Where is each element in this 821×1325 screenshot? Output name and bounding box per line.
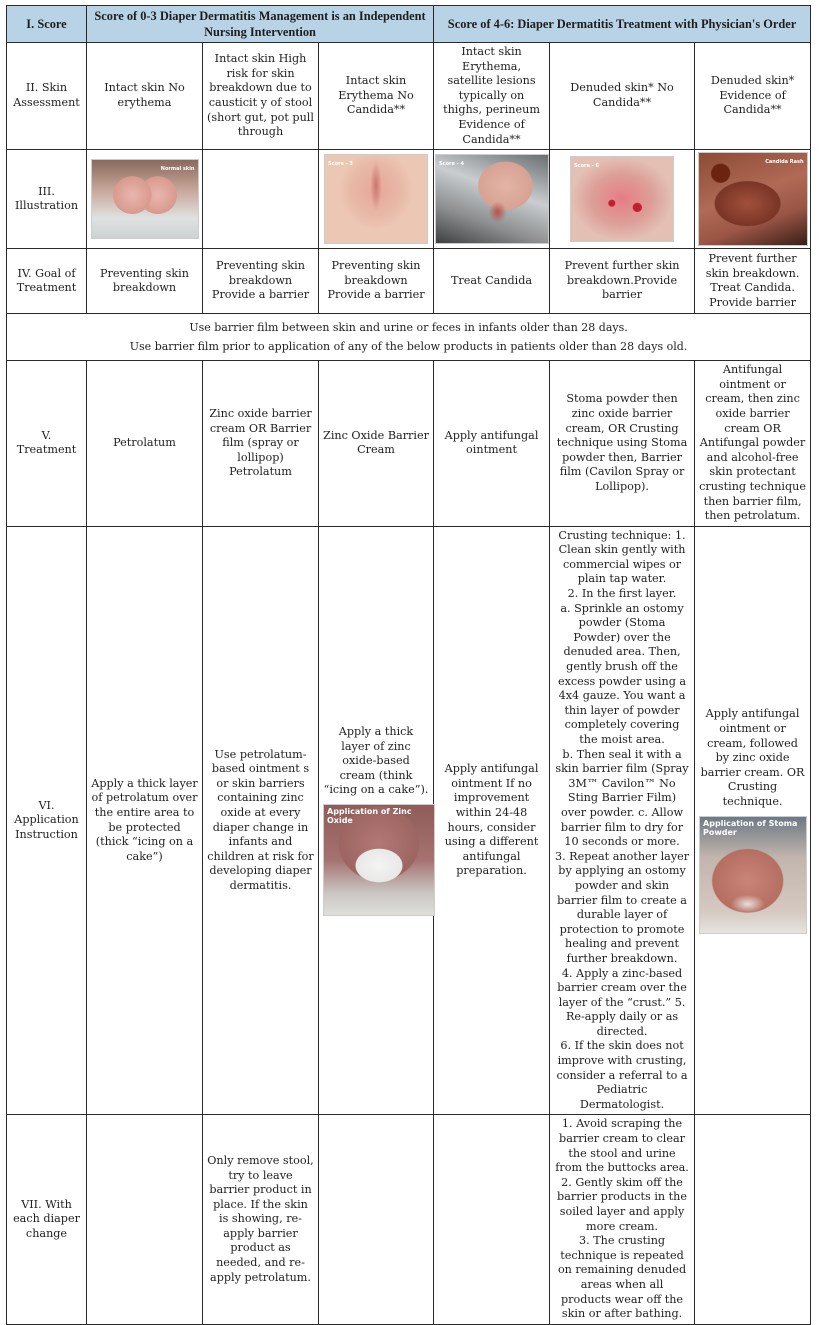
table-cell: Prevent further skin breakdown.Provide barrier [550, 249, 695, 314]
photo-caption: Score - 3 [328, 161, 353, 168]
table-cell: Preventing skin breakdown Provide a barrier [319, 249, 434, 314]
score-6-photo [570, 156, 674, 242]
score-3-photo [324, 154, 428, 244]
table-cell: Petrolatum [87, 361, 203, 527]
table-cell [203, 150, 319, 249]
table-cell: Crusting technique: 1. Clean skin gently with commercial wipes or plain tap water. 2. In the first layer. a. Sprinkle an ostomy powder (Stoma Powder) over the denuded area. Then, gently brush off the excess powder using a 4x4 gauze. You want a thin layer of powder completely covering the moist area. b. Then seal it with a skin barrier film (Spray 3M™ Cavilon™ No Sting Barrier Film) over powder. c. Allow barrier film to dry for 10 seconds or more. 3. Repeat another layer by applying an ostomy powder and skin barrier film to create a durable layer of protection to promote healing and prevent further breakdown. 4. Apply a zinc-based barrier cream over the layer of the “crust.” 5. Re-apply daily or as directed. 6. If the skin does not improve with crusting, consider a referral to a Pediatric Dermatologist. [550, 526, 695, 1115]
table-cell: Preventing skin breakdown Provide a barrier [203, 249, 319, 314]
row-treatment [7, 361, 811, 527]
diaper-dermatitis-table [6, 5, 811, 1325]
zinc-oxide-application-photo [323, 804, 435, 916]
table-cell: 1. Avoid scraping the barrier cream to clear the stool and urine from the buttocks area. 2. Gently skim off the barrier products in the soiled layer and apply more cream. 3. The crusting technique is repeated on remaining denuded areas when all products wear off the skin or after bathing. [550, 1115, 695, 1324]
header-group-independent: Score of 0-3 Diaper Dermatitis Management is an Independent Nursing Intervention [87, 6, 434, 43]
barrier-film-note [7, 314, 811, 361]
table-cell: Zinc Oxide Barrier Cream [319, 361, 434, 527]
header-group-physician: Score of 4-6: Diaper Dermatitis Treatment with Physician's Order [434, 6, 811, 43]
table-cell [87, 1115, 203, 1324]
photo-caption: Normal skin [160, 166, 195, 173]
table-cell [695, 1115, 811, 1324]
row-label: VI. Application Instruction [7, 526, 87, 1115]
row-goal-of-treatment [7, 249, 811, 314]
table-cell [87, 150, 203, 249]
row-skin-assessment [7, 43, 811, 150]
note-line-2: Use barrier film prior to application of any of the below products in patients older than 28 days old. [129, 340, 688, 354]
table-cell: Antifungal ointment or cream, then zinc oxide barrier cream OR Antifungal powder and alcohol-free skin protectant crusting technique then barrier film, then petrolatum. [695, 361, 811, 527]
table-cell [319, 150, 434, 249]
table-cell: Intact skin Erythema No Candida** [319, 43, 434, 150]
photo-caption: Score - 6 [574, 163, 599, 170]
row-label: II. Skin Assessment [7, 43, 87, 150]
row-label: IV. Goal of Treatment [7, 249, 87, 314]
row-diaper-change [7, 1115, 811, 1324]
table-cell: Only remove stool, try to leave barrier product in place. If the skin is showing, re-apply barrier product as needed, and re- apply petrolatum. [203, 1115, 319, 1324]
photo-caption: Score - 4 [439, 161, 464, 168]
score-4-photo [435, 154, 549, 244]
table-cell [695, 526, 811, 1115]
table-cell: Treat Candida [434, 249, 550, 314]
table-cell: Denuded skin* No Candida** [550, 43, 695, 150]
row-label: VII. With each diaper change [7, 1115, 87, 1324]
row-application-instruction [7, 526, 811, 1115]
normal-skin-photo [91, 159, 199, 239]
table-cell: Stoma powder then zinc oxide barrier cream, OR Crusting technique using Stoma powder then, Barrier film (Cavilon Spray or Lollipop). [550, 361, 695, 527]
table-cell: Intact skin High risk for skin breakdown due to causticit y of stool (short gut, pot pull through [203, 43, 319, 150]
stoma-powder-application-photo [699, 816, 807, 934]
table-cell: Prevent further skin breakdown. Treat Candida. Provide barrier [695, 249, 811, 314]
table-cell [434, 150, 550, 249]
header-score: I. Score [7, 6, 87, 43]
row-illustration [7, 150, 811, 249]
table-cell [434, 1115, 550, 1324]
cell-text: Apply a thick layer of zinc oxide-based cream (think “icing on a cake”). [323, 725, 429, 797]
row-barrier-note [7, 314, 811, 361]
photo-caption: Candida Rash [765, 159, 804, 166]
table-cell: Apply a thick layer of petrolatum over the entire area to be protected (thick “icing on a cake”) [87, 526, 203, 1115]
table-cell: Intact skin No erythema [87, 43, 203, 150]
table-cell: Zinc oxide barrier cream OR Barrier film (spray or lollipop) Petrolatum [203, 361, 319, 527]
table-cell: Intact skin Erythema, satellite lesions typically on thighs, perineum Evidence of Candida** [434, 43, 550, 150]
row-label: III. Illustration [7, 150, 87, 249]
photo-caption: Application of Stoma Powder [703, 818, 798, 837]
table-cell [550, 150, 695, 249]
table-cell: Use petrolatum-based ointment s or skin barriers containing zinc oxide at every diaper change in infants and children at risk for developing diaper dermatitis. [203, 526, 319, 1115]
candida-photo [698, 152, 808, 246]
table-cell [695, 150, 811, 249]
table-cell: Preventing skin breakdown [87, 249, 203, 314]
table-cell: Apply antifungal ointment [434, 361, 550, 527]
table-cell: Denuded skin* Evidence of Candida** [695, 43, 811, 150]
note-line-1: Use barrier film between skin and urine or feces in infants older than 28 days. [189, 321, 628, 335]
table-cell [319, 1115, 434, 1324]
table-cell [319, 526, 434, 1115]
photo-caption: Application of Zinc Oxide [327, 807, 412, 826]
table-cell: Apply antifungal ointment If no improvement within 24-48 hours, consider using a different antifungal preparation. [434, 526, 550, 1115]
header-row [7, 6, 811, 43]
cell-text: Apply antifungal ointment or cream, followed by zinc oxide barrier cream. OR Crusting technique. [700, 707, 805, 809]
row-label: V. Treatment [7, 361, 87, 527]
